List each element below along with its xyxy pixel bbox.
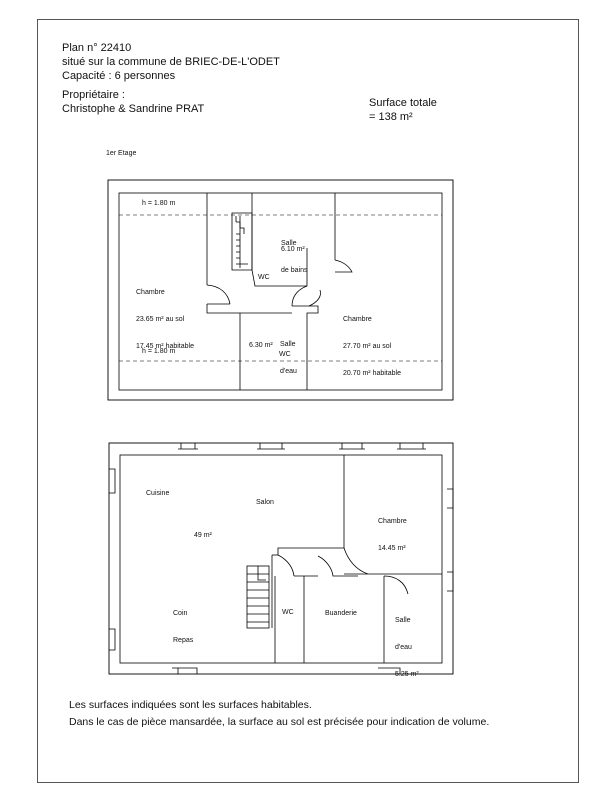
plan-capacity: Capacité : 6 personnes [62,70,176,82]
plan-number: Plan n° 22410 [62,42,132,54]
room-name-line2: de bains [281,267,308,274]
room-wc-bottom: WC [279,351,291,358]
owner-name: Christophe & Sandrine PRAT [62,103,205,115]
upper-wall-b [335,193,352,272]
room-salle-d-eau-upper-area: 6.30 m² [249,342,273,349]
owner-label: Propriétaire : [62,89,125,101]
room-cuisine: Cuisine [146,490,170,497]
room-living-area-49: 49 m² [194,532,212,539]
room-chambre-right [343,297,401,387]
plan-location: situé sur la commune de BRIEC-DE-L'ODET [62,56,280,68]
room-area: 5.25 m² [395,671,419,678]
ground-door-sde [384,576,408,594]
room-living-area: 20.70 m² habitable [343,370,401,377]
upper-wall-d [207,304,240,313]
ground-wall-mid [278,548,344,555]
room-salle-de-bains-area: 6.10 m² [281,246,305,253]
room-name-line1: Salle [395,617,411,624]
note-line-2: Dans le cas de pièce mansardée, la surface au sol est précisée pour indication de volume. [69,716,490,728]
ground-door-arc-2 [294,556,358,576]
total-surface-value: = 138 m² [369,111,413,123]
room-name-line2: d'eau [280,368,297,375]
upper-stair [232,213,252,270]
room-name: Chambre [378,518,407,525]
room-salle-d-eau-ground [395,598,419,688]
upper-door-left [207,285,230,304]
room-coin-repas [173,591,193,654]
room-name: Chambre [136,289,165,296]
height-label-top: h = 1.80 m [142,200,176,207]
floor-label: 1er Etage [106,150,137,157]
room-wc-top: WC [258,274,270,281]
room-name-line2: Repas [173,637,194,644]
upper-door-arc [309,290,321,306]
room-buanderie: Buanderie [325,610,357,617]
height-label-bottom: h = 1.80 m [142,348,176,355]
room-living-area: 17.45 m² habitable [136,343,194,350]
room-chambre-ground [378,499,407,562]
room-floor-area: 27.70 m² au sol [343,343,392,350]
room-name-line1: Salle [281,240,297,247]
room-salon: Salon [256,499,274,506]
note-line-1: Les surfaces indiquées sont les surfaces habitables. [69,699,312,711]
ground-stair [247,566,269,628]
room-floor-area: 23.65 m² au sol [136,316,185,323]
ground-door-arc-1 [278,555,294,576]
footnotes [69,697,489,731]
room-name: Chambre [343,316,372,323]
room-name-line2: d'eau [395,644,412,651]
room-name-line1: Salle [280,341,296,348]
room-area: 14.45 m² [378,545,406,552]
room-chambre-left [136,270,194,360]
room-wc-ground: WC [282,609,294,616]
total-surface-label: Surface totale [369,97,437,109]
room-name-line1: Coin [173,610,188,617]
